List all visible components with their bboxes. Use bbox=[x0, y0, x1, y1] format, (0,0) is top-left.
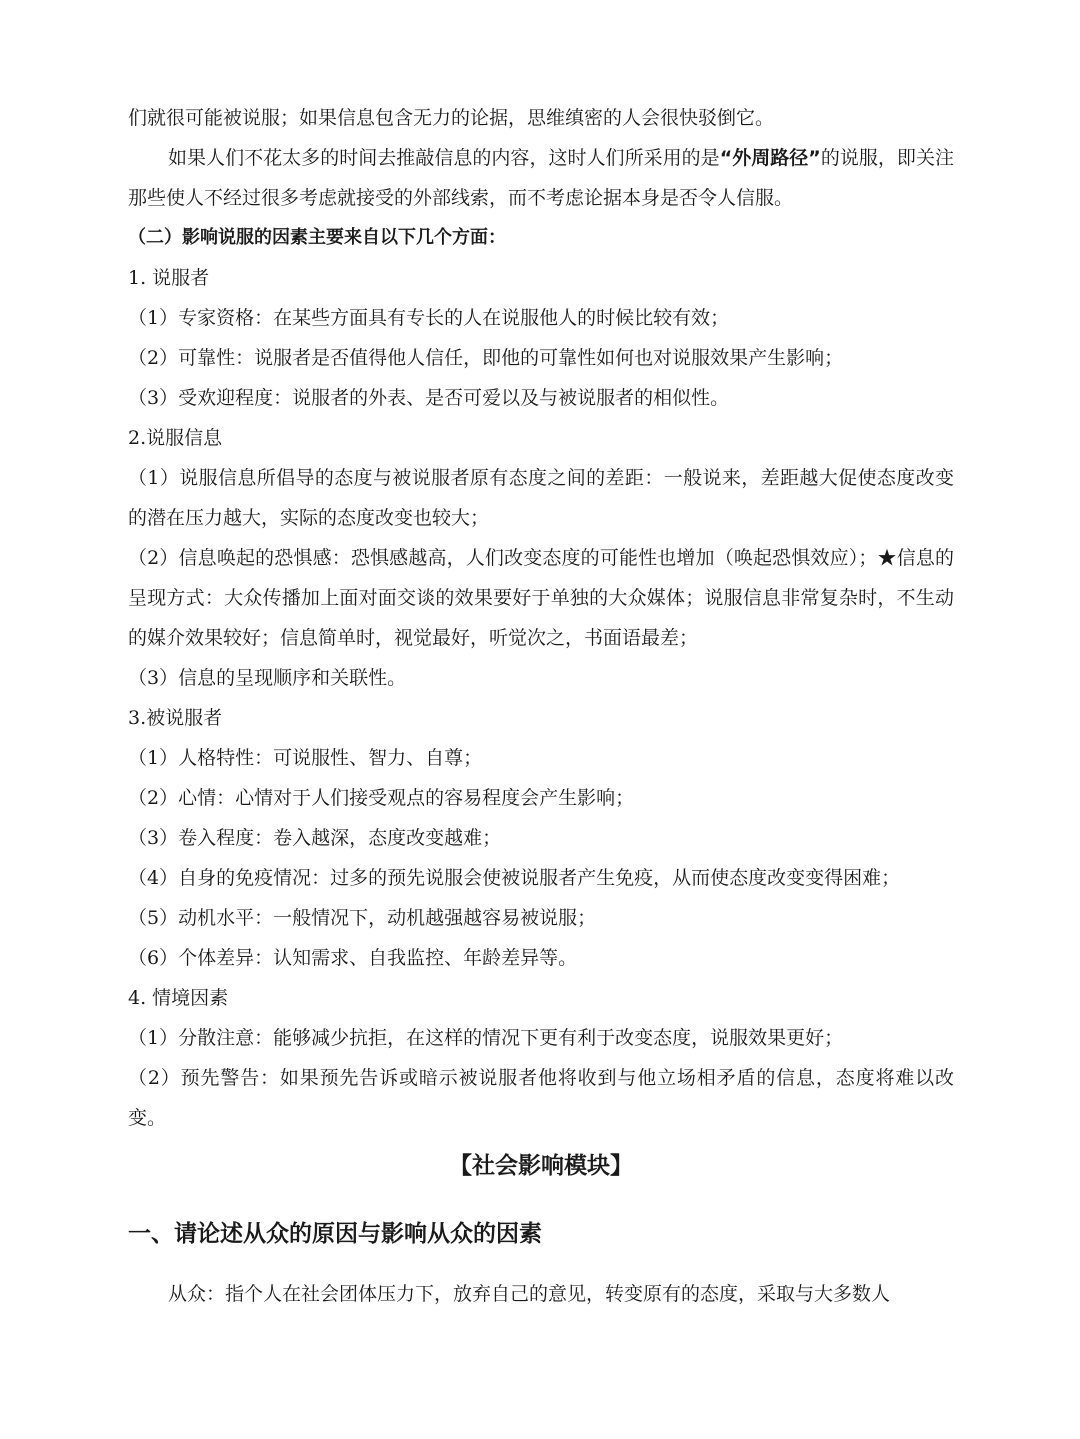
peripheral-route-term: “外周路径” bbox=[719, 147, 821, 169]
target-item: （1）人格特性：可说服性、智力、自尊； bbox=[128, 747, 483, 769]
peripheral-route-paragraph bbox=[128, 138, 954, 218]
persuader-item: （3）受欢迎程度：说服者的外表、是否可爱以及与被说服者的相似性。 bbox=[128, 387, 730, 409]
persuader-heading: 1. 说服者 bbox=[128, 267, 210, 289]
target-item: （6）个体差异：认知需求、自我监控、年龄差异等。 bbox=[128, 947, 578, 969]
section-title: （二）影响说服的因素主要来自以下几个方面： bbox=[128, 227, 506, 248]
intro-paragraph-end: 们就很可能被说服；如果信息包含无力的论据，思维缜密的人会很快驳倒它。 bbox=[128, 107, 775, 129]
target-item: （4）自身的免疫情况：过多的预先说服会使被说服者产生免疫，从而使态度改变变得困难； bbox=[128, 867, 901, 889]
situation-item: （2）预先警告：如果预先告诉或暗示被说服者他将收到与他立场相矛盾的信息，态度将难以改变。 bbox=[128, 1067, 954, 1129]
paragraph-text-end: 的说服，即关注那些使人不经过很多考虑就接受的外部线索，而不考虑论据本身是否令人信服。 bbox=[128, 147, 954, 209]
target-item: （2）心情：心情对于人们接受观点的容易程度会产生影响； bbox=[128, 787, 635, 809]
message-item: （2）信息唤起的恐惧感：恐惧感越高，人们改变态度的可能性也增加（唤起恐惧效应）；★信息的呈现方式：大众传播加上面对面交谈的效果要好于单独的大众媒体；说服信息非常复杂时，不生动的媒介效果较好；信息简单时，视觉最好，听觉次之，书面语最差； bbox=[128, 547, 954, 649]
message-item: （3）信息的呈现顺序和关联性。 bbox=[128, 667, 407, 689]
paragraph-text-start: 如果人们不花太多的时间去推敲信息的内容，这时人们所采用的是 bbox=[168, 147, 720, 169]
question-title: 一、请论述从众的原因与影响从众的因素 bbox=[128, 1221, 542, 1247]
message-heading: 2.说服信息 bbox=[128, 427, 223, 449]
page-content bbox=[128, 98, 954, 1314]
situation-heading: 4. 情境因素 bbox=[128, 987, 229, 1009]
persuader-item: （1）专家资格：在某些方面具有专长的人在说服他人的时候比较有效； bbox=[128, 307, 730, 329]
persuader-item: （2）可靠性：说服者是否值得他人信任，即他的可靠性如何也对说服效果产生影响； bbox=[128, 347, 844, 369]
message-item: （1）说服信息所倡导的态度与被说服者原有态度之间的差距：一般说来，差距越大促使态度改变的潜在压力越大，实际的态度改变也较大； bbox=[128, 467, 954, 529]
conformity-definition: 从众：指个人在社会团体压力下，放弃自己的意见，转变原有的态度，采取与大多数人 bbox=[168, 1283, 891, 1305]
target-item: （3）卷入程度：卷入越深，态度改变越难； bbox=[128, 827, 502, 849]
target-heading: 3.被说服者 bbox=[128, 707, 223, 729]
situation-item: （1）分散注意：能够减少抗拒，在这样的情况下更有利于改变态度，说服效果更好； bbox=[128, 1027, 844, 1049]
target-item: （5）动机水平：一般情况下，动机越强越容易被说服； bbox=[128, 907, 597, 929]
module-title: 【社会影响模块】 bbox=[449, 1153, 633, 1179]
